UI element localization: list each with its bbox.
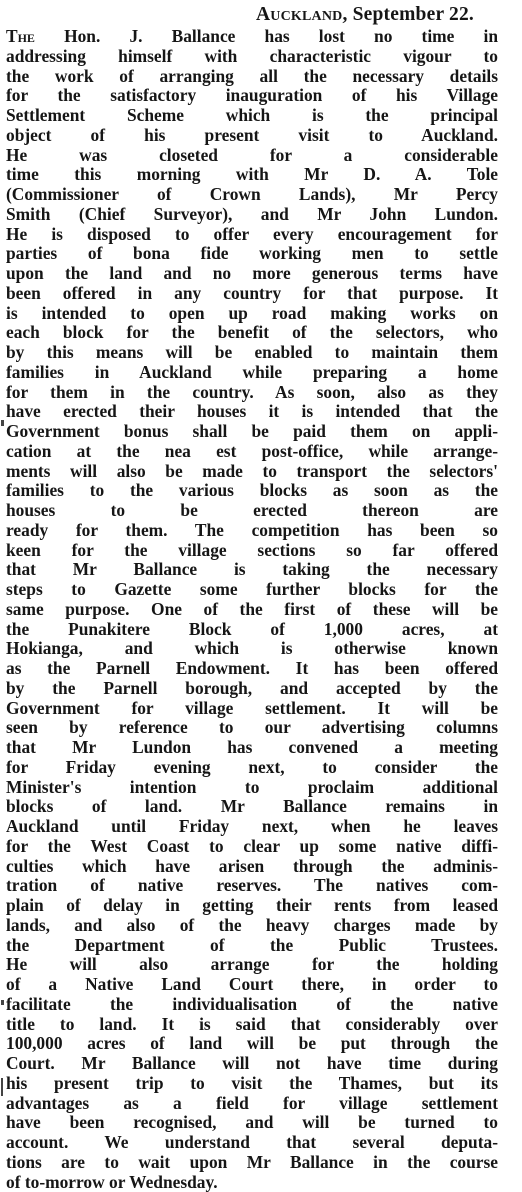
article-line <box>6 304 498 324</box>
article-line <box>6 1153 498 1173</box>
line-text: Minister's intention to proclaim additional <box>6 777 498 797</box>
bleed-through-text <box>70 1114 510 1134</box>
article-line <box>6 718 498 738</box>
line-text: Smith (Chief Surveyor), and Mr John Lundon. <box>6 204 498 224</box>
article-line <box>6 165 498 185</box>
article-line <box>6 205 498 225</box>
line-text: He will also arrange for the holding <box>6 954 498 974</box>
line-text: that Mr Lundon has convened a meeting <box>6 737 498 757</box>
line-text: Auckland until Friday next, when he leaves <box>6 816 498 836</box>
line-text: object of his present visit to Auckland. <box>6 125 498 145</box>
article-line <box>6 600 498 620</box>
line-text: of to-morrow or Wednesday. <box>6 1172 218 1192</box>
line-text: for them in the country. As soon, also as they <box>6 382 498 402</box>
article-line <box>6 67 498 87</box>
line-text: same purpose. One of the first of these will be <box>6 599 498 619</box>
dateline <box>6 2 498 27</box>
line-text: parties of bona fide working men to settle <box>6 243 498 263</box>
article-line <box>6 955 498 975</box>
article-line <box>6 916 498 936</box>
article-line <box>6 1133 498 1153</box>
line-text: that Mr Ballance is taking the necessary <box>6 559 498 579</box>
line-text: ments will also be made to transport the selectors' <box>6 461 498 481</box>
line-text: of a Native Land Court there, in order to <box>6 974 498 994</box>
line-text: time this morning with Mr D. A. Tole <box>6 164 498 184</box>
article-line <box>6 383 498 403</box>
line-text: Hon. J. Ballance has lost no time in <box>35 26 498 46</box>
article-line <box>6 225 498 245</box>
line-text: lands, and also of the heavy charges made by <box>6 915 498 935</box>
article-line <box>6 146 498 166</box>
article-line <box>6 659 498 679</box>
line-text: houses to be erected thereon are <box>6 500 498 520</box>
line-text: each block for the benefit of the selectors, who <box>6 322 498 342</box>
line-text: culties which have arisen through the adminis- <box>6 856 498 876</box>
line-text: is intended to open up road making works on <box>6 303 498 323</box>
article-line <box>6 27 498 47</box>
article-line <box>6 1034 498 1054</box>
line-text: for the West Coast to clear up some native diffi- <box>6 836 498 856</box>
article-line <box>6 797 498 817</box>
line-text: as the Parnell Endowment. It has been offered <box>6 658 498 678</box>
newspaper-article <box>6 2 498 1192</box>
article-line <box>6 857 498 877</box>
dateline-date: September 22. <box>353 4 474 25</box>
line-text: Court. Mr Ballance will not have time during <box>6 1053 498 1073</box>
line-text: keen for the village sections so far offered <box>6 540 498 560</box>
lead-word: The <box>6 26 35 46</box>
line-text: tration of native reserves. The natives com- <box>6 875 498 895</box>
margin-mark <box>1 420 4 426</box>
article-line <box>6 462 498 482</box>
article-line <box>6 264 498 284</box>
margin-mark <box>1 1000 4 1005</box>
article-line <box>6 402 498 422</box>
article-line <box>6 363 498 383</box>
line-text: the Department of the Public Trustees. <box>6 935 498 955</box>
line-text: blocks of land. Mr Ballance remains in <box>6 796 498 816</box>
article-line <box>6 442 498 462</box>
article-line <box>6 1015 498 1035</box>
article-line <box>6 876 498 896</box>
line-text: seen by reference to our advertising columns <box>6 717 498 737</box>
line-text: account. We understand that several deputa- <box>6 1132 498 1152</box>
article-line <box>6 106 498 126</box>
line-text: steps to Gazette some further blocks for the <box>6 579 498 599</box>
line-text: tions are to wait upon Mr Ballance in the course <box>6 1152 498 1172</box>
article-line <box>6 975 498 995</box>
line-text: the Punakitere Block of 1,000 acres, at <box>6 619 498 639</box>
article-line <box>6 284 498 304</box>
article-line <box>6 1173 498 1192</box>
article-line <box>6 521 498 541</box>
line-text: 100,000 acres of land will be put through the <box>6 1033 498 1053</box>
line-text: He is disposed to offer every encouragement for <box>6 224 498 244</box>
article-line <box>6 244 498 264</box>
line-text: families in Auckland while preparing a home <box>6 362 498 382</box>
line-text: addressing himself with characteristic vigour to <box>6 46 498 66</box>
article-line <box>6 126 498 146</box>
line-text: for the satisfactory inauguration of his Village <box>6 85 498 105</box>
line-text: facilitate the individualisation of the native <box>6 994 498 1014</box>
article-line <box>6 817 498 837</box>
line-text: He was closeted for a considerable <box>6 145 498 165</box>
dateline-place: Auckland, <box>256 4 348 25</box>
article-line <box>6 541 498 561</box>
article-line <box>6 422 498 442</box>
article-line <box>6 1074 498 1094</box>
article-line <box>6 560 498 580</box>
line-text: advantages as a field for village settlement <box>6 1093 498 1113</box>
article-line <box>6 185 498 205</box>
line-text: have erected their houses it is intended that the <box>6 401 498 421</box>
line-text: plain of delay in getting their rents from leased <box>6 895 498 915</box>
article-line <box>6 896 498 916</box>
margin-mark <box>1 1078 3 1096</box>
article-line <box>6 758 498 778</box>
article-line <box>6 323 498 343</box>
line-text: (Commissioner of Crown Lands), Mr Percy <box>6 184 498 204</box>
line-text: by the Parnell borough, and accepted by the <box>6 678 498 698</box>
article-line <box>6 679 498 699</box>
article-line <box>6 639 498 659</box>
line-text: Hokianga, and which is otherwise known <box>6 638 498 658</box>
line-text: families to the various blocks as soon as the <box>6 480 498 500</box>
article-line <box>6 343 498 363</box>
line-text: his present trip to visit the Thames, but its <box>6 1073 498 1093</box>
line-text: ready for them. The competition has been so <box>6 520 498 540</box>
line-text: Settlement Scheme which is the principal <box>6 105 498 125</box>
line-text: have been recognised, and will be turned to <box>6 1112 498 1132</box>
line-text: upon the land and no more generous terms have <box>6 263 498 283</box>
article-line <box>6 995 498 1015</box>
article-line <box>6 778 498 798</box>
article-line <box>6 47 498 67</box>
article-line <box>6 738 498 758</box>
article-line <box>6 620 498 640</box>
line-text: the work of arranging all the necessary details <box>6 66 498 86</box>
article-body <box>6 27 498 1192</box>
article-line <box>6 1094 498 1114</box>
article-line <box>6 86 498 106</box>
line-text: been offered in any country for that purpose. It <box>6 283 498 303</box>
article-line <box>6 501 498 521</box>
line-text: title to land. It is said that considerably over <box>6 1014 498 1034</box>
article-line <box>6 1054 498 1074</box>
article-line <box>6 699 498 719</box>
article-line <box>6 837 498 857</box>
article-line <box>6 936 498 956</box>
line-text: cation at the nea est post-office, while arrange- <box>6 441 498 461</box>
line-text: by this means will be enabled to maintain them <box>6 342 498 362</box>
line-text: for Friday evening next, to consider the <box>6 757 498 777</box>
line-text: Government bonus shall be paid them on appli- <box>6 421 498 441</box>
line-text: Government for village settlement. It will be <box>6 698 498 718</box>
article-line <box>6 580 498 600</box>
article-line <box>6 481 498 501</box>
